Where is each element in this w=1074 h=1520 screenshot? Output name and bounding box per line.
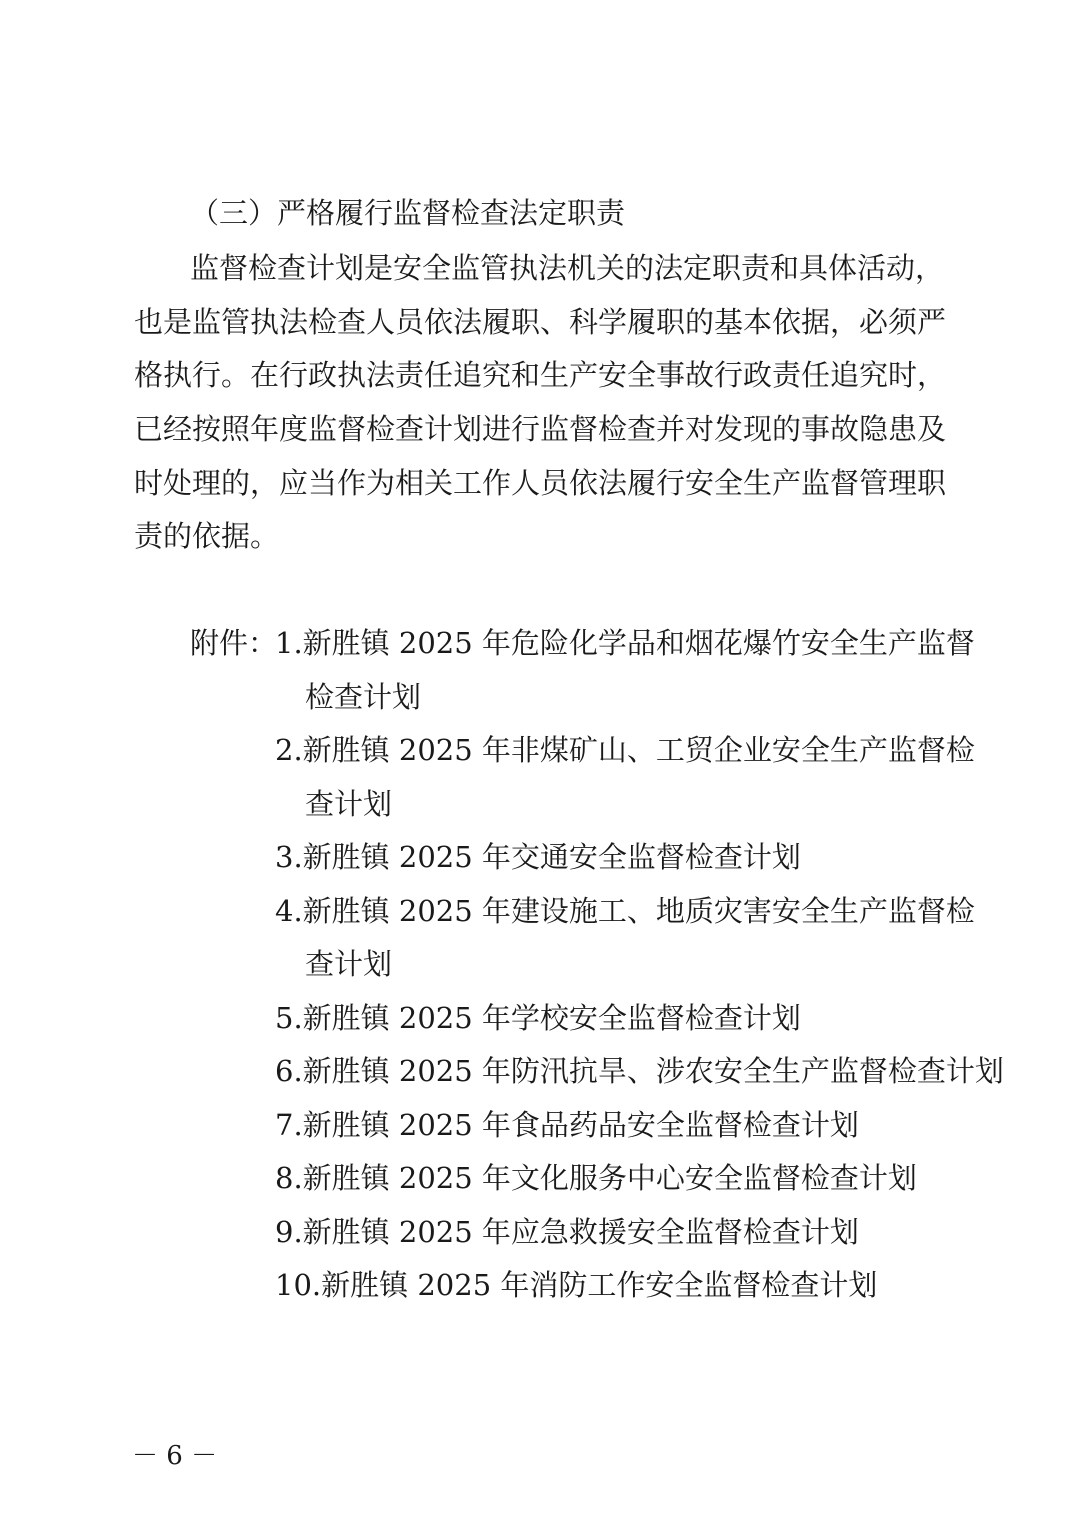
attachment-item-continuation: 检查计划: [305, 680, 422, 714]
attachment-item: 8.新胜镇 2025 年文化服务中心安全监督检查计划: [275, 1161, 917, 1195]
paragraph-line: 已经按照年度监督检查计划进行监督检查并对发现的事故隐患及: [134, 412, 947, 446]
attachment-item: 5.新胜镇 2025 年学校安全监督检查计划: [275, 1001, 801, 1035]
attachment-item: 1.新胜镇 2025 年危险化学品和烟花爆竹安全生产监督: [275, 626, 975, 660]
paragraph-line: 时处理的，应当作为相关工作人员依法履行安全生产监督管理职: [134, 466, 947, 500]
attachment-item: 4.新胜镇 2025 年建设施工、地质灾害安全生产监督检: [275, 894, 975, 928]
attachment-item: 3.新胜镇 2025 年交通安全监督检查计划: [275, 840, 801, 874]
attachment-item-continuation: 查计划: [305, 787, 393, 821]
paragraph-line: 监督检查计划是安全监管执法机关的法定职责和具体活动，: [190, 251, 945, 285]
paragraph-line: 责的依据。: [134, 519, 280, 553]
paragraph-line: 格执行。在行政执法责任追究和生产安全事故行政责任追究时，: [134, 358, 947, 392]
attachment-item: 6.新胜镇 2025 年防汛抗旱、涉农安全生产监督检查计划: [275, 1054, 1004, 1088]
page-number: － 6 －: [132, 1441, 218, 1471]
paragraph-line: 也是监管执法检查人员依法履职、科学履职的基本依据，必须严: [134, 305, 947, 339]
attachment-item: 9.新胜镇 2025 年应急救援安全监督检查计划: [275, 1215, 859, 1249]
section-heading: （三）严格履行监督检查法定职责: [190, 196, 626, 230]
attachment-item: 10.新胜镇 2025 年消防工作安全监督检查计划: [275, 1268, 878, 1302]
attachment-item: 2.新胜镇 2025 年非煤矿山、工贸企业安全生产监督检: [275, 733, 975, 767]
attachments-label: 附件：: [190, 626, 278, 660]
attachment-item-continuation: 查计划: [305, 947, 393, 981]
attachment-item: 7.新胜镇 2025 年食品药品安全监督检查计划: [275, 1108, 859, 1142]
